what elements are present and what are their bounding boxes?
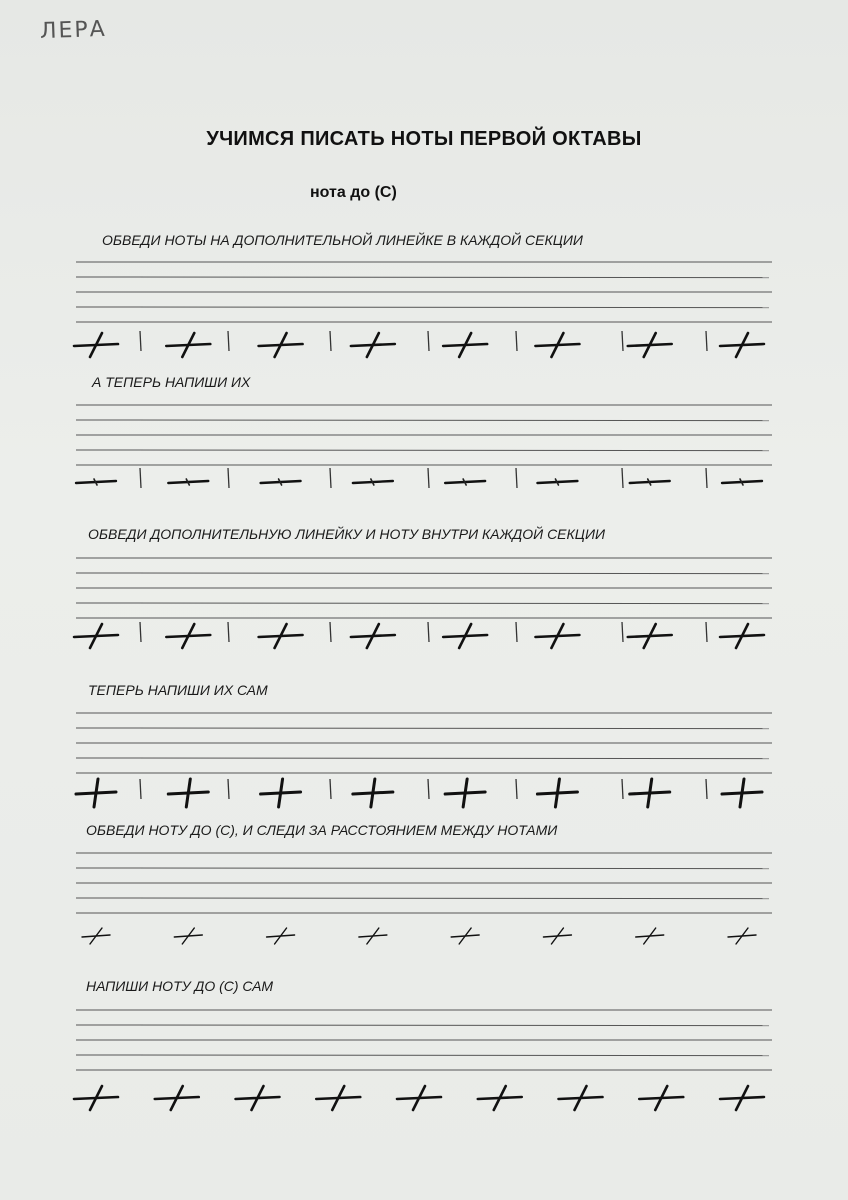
staff-line (76, 450, 769, 451)
note-mark (555, 779, 559, 807)
staff-line (76, 277, 769, 278)
barline (140, 622, 141, 642)
section-6-instruction: НАПИШИ НОТУ ДО (С) САМ (86, 978, 274, 994)
staff-line (76, 728, 769, 729)
staff-line (76, 1055, 769, 1056)
barline (516, 779, 517, 799)
note-mark (648, 779, 652, 807)
barline (428, 622, 429, 642)
staff-line (76, 307, 769, 308)
barline (330, 622, 331, 642)
section-3-instruction: ОБВЕДИ ДОПОЛНИТЕЛЬНУЮ ЛИНЕЙКУ И НОТУ ВНУТРИ КАЖДОЙ СЕКЦИИ (88, 526, 605, 542)
note-mark (740, 779, 744, 807)
section-2-instruction: А ТЕПЕРЬ НАПИШИ ИХ (92, 374, 251, 390)
barline (228, 622, 229, 642)
note-mark (186, 779, 190, 807)
barline (516, 622, 517, 642)
page-subtitle: нота до (С) (310, 184, 397, 201)
note-mark (279, 779, 283, 807)
barline (622, 468, 623, 488)
barline (706, 622, 707, 642)
barline (228, 331, 229, 351)
staff-line (76, 420, 769, 421)
barline (330, 779, 331, 799)
barline (330, 331, 331, 351)
barline (428, 331, 429, 351)
staff-line (76, 573, 769, 574)
barline (140, 331, 141, 351)
barline (706, 468, 707, 488)
staff-line (76, 1025, 769, 1026)
note-mark (371, 779, 375, 807)
staff-line (76, 868, 769, 869)
staff-line (76, 603, 769, 604)
barline (706, 331, 707, 351)
barline (622, 779, 623, 799)
barline (516, 468, 517, 488)
note-mark (463, 779, 467, 807)
barline (140, 779, 141, 799)
staff-line (76, 898, 769, 899)
barline (706, 779, 707, 799)
barline (516, 331, 517, 351)
barline (622, 331, 623, 351)
section-5-instruction: ОБВЕДИ НОТУ ДО (С), И СЛЕДИ ЗА РАССТОЯНИЕМ МЕЖДУ НОТАМИ (86, 822, 558, 838)
staff-line (76, 758, 769, 759)
barline (228, 468, 229, 488)
barline (428, 468, 429, 488)
barline (622, 622, 623, 642)
section-4-instruction: ТЕПЕРЬ НАПИШИ ИХ САМ (88, 682, 268, 698)
barline (428, 779, 429, 799)
handwritten-name: ЛЕРА (39, 16, 108, 45)
note-mark (94, 779, 98, 807)
barline (330, 468, 331, 488)
page-title: УЧИМСЯ ПИСАТЬ НОТЫ ПЕРВОЙ ОКТАВЫ (206, 128, 642, 150)
barline (228, 779, 229, 799)
section-1-instruction: ОБВЕДИ НОТЫ НА ДОПОЛНИТЕЛЬНОЙ ЛИНЕЙКЕ В КАЖДОЙ СЕКЦИИ (102, 232, 583, 248)
barline (140, 468, 141, 488)
